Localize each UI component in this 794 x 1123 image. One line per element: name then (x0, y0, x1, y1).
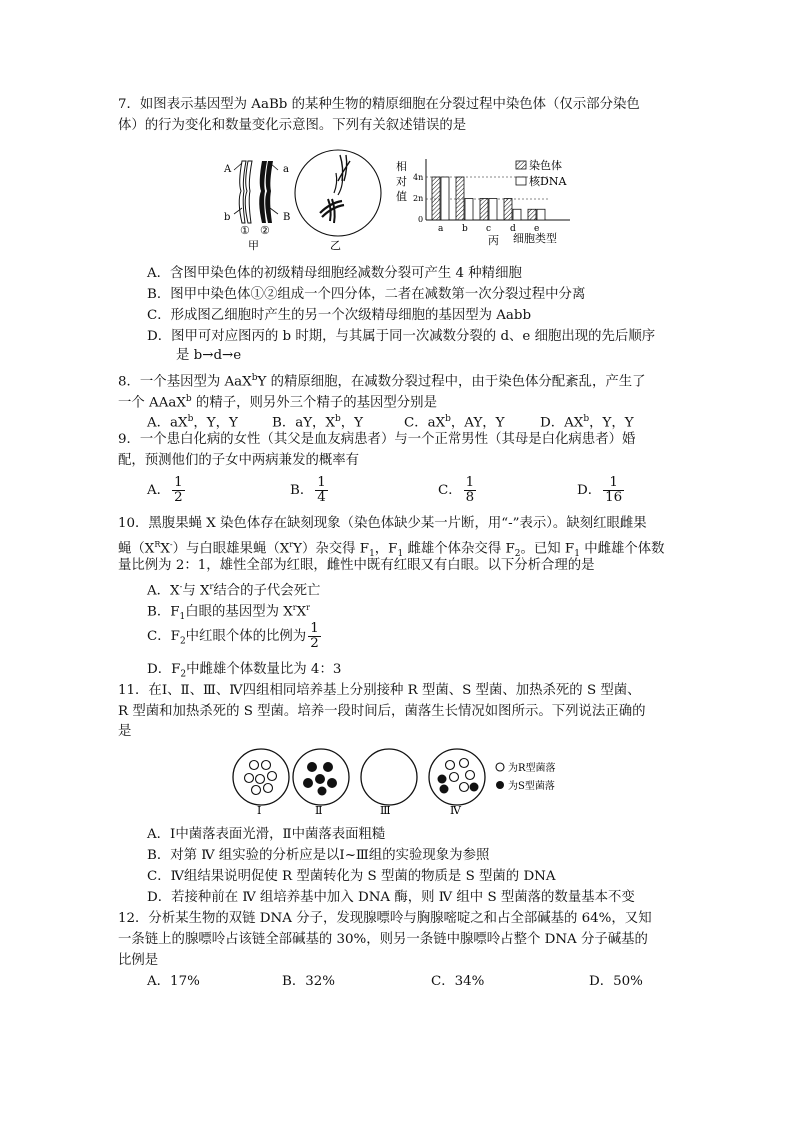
chromosome-2-label: ② (260, 224, 270, 237)
q10-opt-c-2: 中红眼个体的比例为 (185, 629, 307, 644)
q10-sub-1: 1 (397, 549, 404, 560)
yi-cell (295, 150, 381, 252)
q9-opt-a-fraction (172, 476, 185, 505)
bar-e-chromosome (528, 209, 536, 220)
q8-opt-b-2: ，Y (340, 415, 363, 431)
q12-stem-line3: 比例是 (118, 953, 159, 968)
legend-s-label: 为S型菌落 (508, 781, 555, 792)
chart-xlabel: 细胞类型 (513, 232, 557, 245)
q9-option-c[interactable] (438, 476, 476, 505)
q9-opt-d-fraction (603, 476, 624, 505)
q8-option-a[interactable] (147, 410, 238, 432)
denominator: 8 (465, 490, 475, 505)
q7-option-d-line2: 是 b→d→e (176, 348, 242, 363)
q10-opt-a-2: 与 X (182, 583, 210, 599)
ytick-4n: 4n (413, 173, 424, 182)
legend-dna: 核DNA (529, 175, 567, 188)
q8-sup-b: b (445, 414, 451, 424)
q7-figure (220, 143, 580, 255)
q11-stem-line1: 11．在Ⅰ、Ⅱ、Ⅲ、Ⅳ四组相同培养基上分别接种 R 型菌、S 型菌、加热杀死的 S 型菌、 (118, 683, 641, 698)
dish-3-label: Ⅲ (380, 804, 391, 817)
bar-c-chromosome (480, 199, 488, 221)
xtick-b: b (462, 224, 468, 234)
q10-opt-c-fraction (308, 622, 321, 651)
q8-opt-b-1: B．aY，X (272, 415, 335, 431)
q10-opt-c-1: C．F (147, 629, 180, 644)
q8-opt-c-1: C．aX (404, 415, 446, 431)
denominator: 2 (174, 490, 183, 505)
bing-chart (396, 158, 570, 247)
xtick-a: a (438, 224, 444, 234)
dish-4-label: Ⅳ (450, 804, 461, 817)
q10-sub-2: 2 (514, 549, 521, 560)
q8-sup-b: b (185, 394, 192, 404)
bar-b-dna (465, 199, 473, 221)
q8-sup-b: b (334, 414, 341, 424)
gene-B-label: B (283, 212, 291, 223)
xtick-e: e (534, 224, 540, 234)
q10-s2-g: 。已知 F (520, 541, 575, 557)
q9-stem-line1: 9．一个患白化病的女性（其父是血友病患者）与一个正常男性（其母是白化病患者）婚 (118, 432, 636, 447)
legend-r-swatch (496, 763, 504, 771)
q10-sup-R: R (154, 540, 161, 549)
numerator: 1 (465, 475, 475, 490)
q9-stem-line2: 配，预测他们的子女中两病兼发的概率有 (118, 453, 360, 468)
q10-option-a[interactable] (147, 578, 320, 600)
q12-option-c[interactable]: C．34% (431, 974, 485, 989)
xtick-c: c (486, 224, 492, 234)
denominator: 2 (310, 636, 319, 651)
q10-s2-h: 中雌雄个体数 (579, 541, 665, 557)
q10-opt-d-1: D．F (147, 662, 181, 677)
q10-sub-1: 1 (179, 612, 186, 623)
q10-opt-d-2: 中雌雄个体数量比为 4：3 (186, 662, 342, 677)
q7-option-b[interactable]: B．图甲中染色体①②组成一个四分体，二者在减数第一次分裂过程中分离 (147, 287, 586, 302)
q7-option-d-line1[interactable]: D．图甲可对应图丙的 b 时期，与其属于同一次减数分裂的 d、e 细胞出现的先后顺序 (147, 329, 656, 344)
bar-c-dna (489, 199, 497, 221)
legend-chromosome: 染色体 (529, 159, 562, 172)
yi-label: 乙 (330, 239, 341, 252)
q8-stem1-part1: 8．一个基因型为 AaX (118, 374, 252, 390)
legend-chromosome-swatch (516, 161, 526, 169)
q10-sub-1: 1 (369, 549, 375, 560)
q9-opt-b-label: B． (290, 483, 314, 498)
q11-figure (228, 743, 578, 818)
q12-option-d[interactable]: D．50% (589, 974, 643, 989)
numerator: 1 (174, 475, 183, 490)
q10-sup-r: r (289, 540, 294, 549)
q12-option-a[interactable]: A．17% (147, 974, 200, 989)
gene-A-label: A (224, 164, 232, 175)
q11-stem-line2: R 型菌和加热杀死的 S 型菌。培养一段时间后，菌落生长情况如图所示。下列说法正确的 (118, 704, 646, 719)
q8-stem2-part2: 的精子，则另外三个精子的基因型分别是 (191, 395, 437, 411)
xtick-d: d (510, 224, 516, 234)
q8-stem1-part2: Y 的精原细胞，在减数分裂过程中，由于染色体分配紊乱，产生了 (257, 374, 646, 390)
q10-sub-1: 1 (574, 549, 580, 560)
numerator: 1 (310, 621, 319, 636)
q10-s2-a: 蝇（X (118, 541, 155, 557)
q10-sup-minus: - (179, 582, 183, 591)
q10-sub-2: 2 (180, 669, 187, 680)
q10-opt-b-2: 白眼的基因型为 X (185, 604, 293, 620)
gene-a-label: a (283, 164, 289, 175)
q10-sup-minus: - (169, 540, 173, 549)
bar-d-dna (513, 209, 521, 220)
q12-option-b[interactable]: B．32% (282, 974, 335, 989)
bar-b-chromosome (456, 177, 464, 220)
denominator: 16 (605, 490, 623, 505)
bar-d-chromosome (504, 199, 512, 221)
q9-opt-d-label: D． (577, 483, 602, 498)
q12-stem-line2: 一条链上的腺嘌呤占该链全部碱基的 30%，则另一条链中腺嘌呤占整个 DNA 分子碱基的 (118, 932, 648, 947)
chart-ylabel-3: 值 (396, 190, 407, 203)
q10-opt-a-3: 结合的子代会死亡 (213, 583, 321, 599)
q11-option-b[interactable]: B．对第 Ⅳ 组实验的分析应是以Ⅰ~Ⅲ组的实验现象为参照 (147, 848, 490, 863)
chart-ylabel-1: 相 (396, 160, 407, 173)
ytick-2n: 2n (413, 194, 424, 203)
q9-opt-c-fraction (464, 476, 477, 505)
denominator: 4 (317, 490, 326, 505)
q10-opt-b-1: B．F (147, 604, 180, 620)
q8-sup-b: b (251, 373, 258, 383)
q10-option-c[interactable] (147, 622, 321, 651)
q8-opt-c-2: ，AY，Y (450, 415, 505, 431)
q10-sup-r: r (209, 582, 214, 591)
chart-ylabel-2: 对 (396, 175, 407, 188)
bar-e-dna (537, 209, 545, 220)
bar-a-dna (441, 177, 449, 220)
q9-opt-c-label: C． (438, 483, 462, 498)
dish-3 (361, 749, 417, 805)
q12-stem-line1: 12．分析某生物的双链 DNA 分子，发现腺嘌呤与胸腺嘧啶之和占全部碱基的 64%，又知 (118, 911, 652, 926)
legend-r-label: 为R型菌落 (508, 763, 556, 774)
q11-option-c[interactable]: C．Ⅳ组结果说明促使 R 型菌转化为 S 型菌的物质是 S 型菌的 DNA (147, 869, 556, 884)
q10-stem-line1: 10．黑腹果蝇 X 染色体存在缺刻现象（染色体缺少某一片断，用“-”表示）。缺刻红眼雌果 (118, 516, 647, 531)
q10-sup-r: r (306, 603, 310, 612)
bar-a-chromosome (432, 177, 440, 220)
q8-sup-b: b (187, 414, 194, 424)
q10-opt-a-1: A．X (147, 583, 180, 599)
q10-stem-line3: 量比例为 2：1，雄性全部为红眼，雌性中既有红眼又有白眼。以下分析合理的是 (118, 558, 595, 573)
q9-opt-a-label: A． (147, 483, 171, 498)
numerator: 1 (603, 476, 624, 491)
q8-opt-a-2: ，Y，Y (193, 415, 238, 431)
q8-option-c[interactable] (404, 410, 505, 432)
legend-dna-swatch (516, 177, 526, 185)
legend-s-swatch (496, 781, 504, 789)
q7-option-c[interactable]: C．形成图乙细胞时产生的另一个次级精母细胞的基因型为 Aabb (147, 308, 532, 323)
q11-option-a[interactable]: A．Ⅰ中菌落表面光滑，Ⅱ中菌落表面粗糙 (147, 827, 386, 842)
dish-2-colonies (303, 762, 337, 796)
jia-label: 甲 (248, 239, 259, 252)
dish-1-colonies (245, 761, 277, 795)
q8-sup-b: b (583, 414, 590, 424)
q9-opt-b-fraction (315, 476, 328, 505)
q10-sub-2: 2 (179, 636, 186, 647)
q10-s2-b: X (160, 541, 170, 557)
gene-b-label: b (224, 212, 231, 223)
q7-stem-line1: 7．如图表示基因型为 AaBb 的某种生物的精原细胞在分裂过程中染色体（仅示部分染色 (118, 97, 640, 112)
q8-option-d[interactable] (540, 410, 634, 432)
q8-stem2-part1: 一个 AAaX (118, 395, 186, 411)
q10-opt-b-3: X (296, 604, 307, 620)
q9-option-a[interactable] (147, 476, 185, 505)
q10-s2-e: ，F (374, 541, 398, 557)
bing-label: 丙 (488, 234, 499, 247)
q11-option-d[interactable]: D．若接种前在 Ⅳ 组培养基中加入 DNA 酶，则 Ⅳ 组中 S 型菌落的数量基本不变 (147, 890, 635, 905)
q8-opt-a-1: A．aX (147, 415, 188, 431)
q8-stem-line1 (118, 369, 646, 391)
q10-s2-f: 雌雄个体杂交得 F (403, 541, 515, 557)
numerator: 1 (317, 475, 326, 490)
q8-opt-d-2: ，Y，Y (589, 415, 634, 431)
q10-sup-r: r (292, 603, 297, 612)
q8-option-b[interactable] (272, 410, 363, 432)
q10-option-d[interactable] (147, 661, 341, 684)
q9-option-d[interactable] (577, 476, 624, 505)
q8-opt-d-1: D．AX (540, 415, 584, 431)
q11-stem-line3: 是 (118, 724, 132, 739)
dish-1-label: Ⅰ (257, 804, 262, 817)
q7-option-a[interactable]: A．含图甲染色体的初级精母细胞经减数分裂可产生 4 种精细胞 (147, 266, 522, 281)
jia-chromosomes (223, 161, 290, 252)
q10-s2-d: Y）杂交得 F (293, 541, 370, 557)
ytick-0: 0 (418, 215, 424, 224)
chromosome-1-label: ① (240, 224, 250, 237)
q7-stem-line2: 体）的行为变化和数量变化示意图。下列有关叙述错误的是 (118, 118, 467, 133)
q9-option-b[interactable] (290, 476, 328, 505)
dish-2-label: Ⅱ (315, 804, 323, 817)
q10-s2-c: ）与白眼雄果蝇（X (172, 541, 290, 557)
